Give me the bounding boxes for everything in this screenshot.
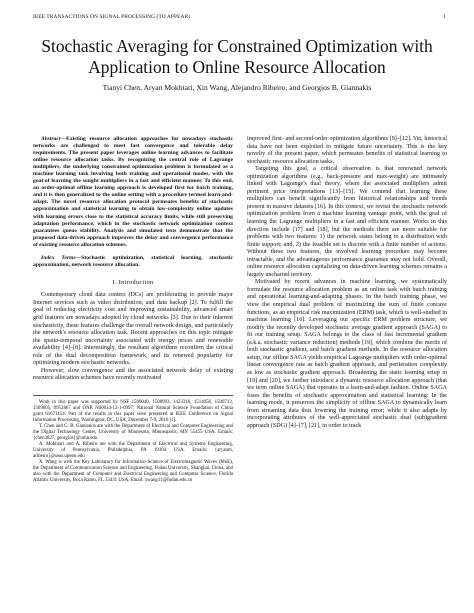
section-heading-introduction: I. Introduction xyxy=(112,278,154,286)
journal-name: IEEE TRANSACTIONS ON SIGNAL PROCESSING (TO APPEAR) xyxy=(33,14,191,20)
index-terms-text: Stochastic optimization, statistical learning, stochastic approximation, network resource allocation. xyxy=(33,254,233,268)
author-list: Tianyi Chen, Aryan Mokhtari, Xin Wang, Alejandro Ribeiro, and Georgios B. Giannakis xyxy=(102,83,372,92)
right-column xyxy=(247,136,447,430)
footnote: X. Wang is with the Key Laboratory for Information Science of Electromagnetic Waves (MoE), the Department of Communication Science and Engineering, Fudan University, Shanghai, China, and also with the Department of Computer and Electrical Engineering and Computer Science, Florida Atlantic University, Boca Raton, FL 33431 USA. Email: xwang11@fudan.edu.cn xyxy=(33,459,233,483)
paper-title: Stochastic Averaging for Constrained Optimization with Application to Online Resource Allocation xyxy=(41,36,433,77)
abstract: Abstract—Existing resource allocation approaches for nowadays stochastic networks are challenged to meet fast convergence and tolerable delay requirements. The present paper leverages online learning advances to facilitate online resource allocation tasks. By recognizing the central role of Lagrange multipliers, the underlying constrained optimization problem is formulated as a machine learning task involving both training and operational modes, with the goal of learning the sought multipliers in a fast and efficient manner. To this end, an order-optimal offline learning approach is developed first for batch training, and it is then generalized to the online setting with a procedure termed learn-and-adapt. The novel resource allocation protocol permeates benefits of stochastic approximation and statistical learning to obtain low-complexity online updates with learning errors close to the statistical accuracy limits, while still preserving adaptation performance, which in the stochastic network optimization context guarantees queue stability. Analysis and simulated tests demonstrate that the proposed data-driven approach improves the delay and convergence performance of existing resource allocation schemes. xyxy=(33,136,233,248)
abstract-label: Abstract xyxy=(41,136,61,142)
left-column xyxy=(33,136,233,484)
intro-paragraph: However, slow convergence and the associated network delay of existing resource allocation schemes have recently motivated xyxy=(33,367,233,382)
body-paragraph: Motivated by recent advances in machine learning, we systematically formulate the resource allocation problem as an online task with batch training and operational learning-and-adapting phases. In the batch training phase, we view the empirical dual problem of maximizing the sum of finite concave functions, as an empirical risk maximization (ERM) task, which is well-studied in machine learning [16]. Leveraging our specific ERM problem structure, we modify the recently developed stochastic average gradient approach (SAGA) to fit our training setup. SAGA belongs to the class of fast incremental gradient (a.k.a. stochastic variance reduction) methods [19], which combine the merits of both stochastic gradient, and batch gradient methods. In the resource allocation setup, our offline SAGA yields empirical Lagrange multipliers with order-optimal linear convergence rate as batch gradient approach, and periteration complexity as low as stochastic gradient approach. Broadening the static learning setup in [19] and [20], we further introduce a dynamic resource allocation approach (that we term online SAGA) that operates in a learn-and-adapt fashion. Online SAGA fuses the benefits of stochastic approximation and statistical learning: In the learning mode, it preserves the simplicity of offline SAGA to dynamically learn from streaming data thus lowering the training error; while it also adapts by incorporating attributes of the well-appreciated stochastic dual (sub)gradient approach (SDG) [4]–[7], [21], in order to track xyxy=(247,279,447,429)
footnote: A. Mokhtari and A. Ribeiro are with the Department of Electrical and Systems Engineering, University of Pennsylvania, Philadelphia, PA 19104 USA. Emails: {aryanm, aribeiro}@seas.upenn.edu xyxy=(33,441,233,459)
abstract-text: Existing resource allocation approaches for nowadays stochastic networks are challenged to meet fast convergence and tolerable delay requirements. The present paper leverages online learning advances to facilitate online resource allocation tasks. By recognizing the central role of Lagrange multipliers, the underlying constrained optimization problem is formulated as a machine learning task involving both training and operational modes, with the goal of learning the sought multipliers in a fast and efficient manner. To this end, an order-optimal offline learning approach is developed first for batch training, and it is then generalized to the online setting with a procedure termed learn-and-adapt. The novel resource allocation protocol permeates benefits of stochastic approximation and statistical learning to obtain low-complexity online updates with learning errors close to the statistical accuracy limits, while still preserving adaptation performance, which in the stochastic network optimization context guarantees queue stability. Analysis and simulated tests demonstrate that the proposed data-driven approach improves the delay and convergence performance of existing resource allocation schemes. xyxy=(33,136,233,248)
page-number: 1 xyxy=(443,14,446,20)
body-paragraph: improved first- and second-order optimization algorithms [9]–[12]. Yet, historical data have not been exploited to mitigate future uncertainty. This is the key novelty of the present paper, which permeates benefits of statistical learning to stochastic resource allocation tasks. xyxy=(247,136,447,165)
intro-paragraph: Contemporary cloud data centers (DCs) are proliferating to provide major Internet services such as video distribution, and data backup [2]. To fulfill the goal of reducing electricity cost and improving sustainability, advanced smart grid features are nowadays adopted by cloud networks [3]. Due to their inherent stochasticity, these features challenge the overall network design, and particularly the network's resource allocation task. Recent approaches on this topic mitigate the spatio-temporal uncertainty associated with energy prices and renewable availability [4]–[8]. Interestingly, the resultant algorithms reconfirm the critical role of the dual decomposition framework, and its renewed popularity for optimizing modern stochastic networks. xyxy=(33,292,233,367)
index-terms-label: Index Terms xyxy=(41,254,76,261)
running-header xyxy=(33,14,446,20)
footnote-divider xyxy=(33,395,233,396)
body-paragraph: Targeting this goal, a critical observation is that renowned network optimization algorithms (e.g., back-pressure and max-weight) are intimately linked with Lagrange's dual theory, where the associated multipliers admit pertinent price interpretations [13]–[15]. We contend that learning these multipliers can benefit significantly from historical relationships and trends present in massive datasets [16]. In this context, we revisit the stochastic network optimization problem from a machine learning vantage point, with the goal of learning the Lagrange multipliers in a fast and efficient manner. Works in this direction include [17] and [18], but the methods there are more suitable for problems with two features: 1) the network states belong to a distribution with finite support; and, 2) the feasible set is discrete with a finite number of actions. Without these two features, the involved learning procedure may become intractable, and the advantageous performance guarantee may not hold. Overall, online resource allocation capitalizing on data-driven learning schemes remains a largely uncharted territory. xyxy=(247,166,447,278)
footnote: T. Chen and G. B. Giannakis are with the Department of Electrical and Computer Engineering and the Digital Technology Center, University of Minnesota, Minneapolis, MN 55455 USA. Emails: {chen3827, georgios}@umn.edu xyxy=(33,423,233,441)
footnote: Work in this paper was supported by NSF 1500040, 1508993, 1423316, 1514056, 1500713, 1509005, 0952867 and ONR N00014-12-1-0997; National Natural Science Foundation of China grant 61671154. Part of the results in this paper were presented at IEEE Conference on Signal Information Processing, Washington, DC, USA, December 7-9, 2016 [1]. xyxy=(33,399,233,423)
index-terms: Index Terms—Stochastic optimization, statistical learning, stochastic approximation, network resource allocation. xyxy=(33,254,233,268)
